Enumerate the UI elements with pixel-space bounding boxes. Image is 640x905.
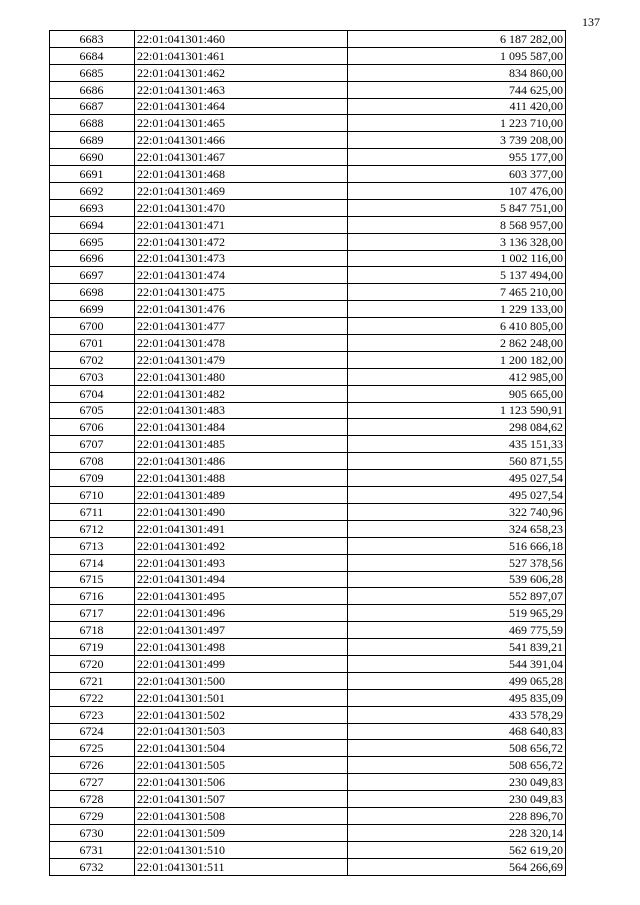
cadastral-value-cell: 544 391,04 — [348, 655, 566, 672]
cadastral-number-cell: 22:01:041301:465 — [135, 115, 348, 132]
row-number-cell: 6689 — [50, 132, 135, 149]
cadastral-value-cell: 411 420,00 — [348, 98, 566, 115]
cadastral-value-cell: 3 739 208,00 — [348, 132, 566, 149]
cadastral-value-cell: 562 619,20 — [348, 841, 566, 858]
table-row — [50, 335, 566, 352]
table-row — [50, 689, 566, 706]
row-number-cell: 6688 — [50, 115, 135, 132]
cadastral-number-cell: 22:01:041301:508 — [135, 807, 348, 824]
row-number-cell: 6695 — [50, 233, 135, 250]
table-row — [50, 520, 566, 537]
row-number-cell: 6686 — [50, 81, 135, 98]
row-number-cell: 6697 — [50, 267, 135, 284]
table-row — [50, 98, 566, 115]
cadastral-value-cell: 7 465 210,00 — [348, 284, 566, 301]
cadastral-value-cell: 905 665,00 — [348, 385, 566, 402]
cadastral-number-cell: 22:01:041301:469 — [135, 183, 348, 200]
cadastral-value-cell: 228 896,70 — [348, 807, 566, 824]
table-body — [50, 31, 566, 876]
cadastral-number-cell: 22:01:041301:474 — [135, 267, 348, 284]
row-number-cell: 6727 — [50, 774, 135, 791]
table-row — [50, 166, 566, 183]
table-row — [50, 250, 566, 267]
cadastral-number-cell: 22:01:041301:492 — [135, 537, 348, 554]
cadastral-value-cell: 508 656,72 — [348, 740, 566, 757]
row-number-cell: 6707 — [50, 436, 135, 453]
cadastral-value-cell: 495 835,09 — [348, 689, 566, 706]
cadastral-value-cell: 519 965,29 — [348, 605, 566, 622]
row-number-cell: 6718 — [50, 622, 135, 639]
row-number-cell: 6696 — [50, 250, 135, 267]
row-number-cell: 6711 — [50, 503, 135, 520]
cadastral-number-cell: 22:01:041301:506 — [135, 774, 348, 791]
row-number-cell: 6702 — [50, 351, 135, 368]
row-number-cell: 6724 — [50, 723, 135, 740]
row-number-cell: 6716 — [50, 588, 135, 605]
row-number-cell: 6705 — [50, 402, 135, 419]
table-row — [50, 233, 566, 250]
table-row — [50, 672, 566, 689]
row-number-cell: 6729 — [50, 807, 135, 824]
row-number-cell: 6730 — [50, 824, 135, 841]
table-row — [50, 503, 566, 520]
table-row — [50, 368, 566, 385]
cadastral-number-cell: 22:01:041301:509 — [135, 824, 348, 841]
cadastral-value-cell: 107 476,00 — [348, 183, 566, 200]
row-number-cell: 6685 — [50, 64, 135, 81]
row-number-cell: 6704 — [50, 385, 135, 402]
cadastral-number-cell: 22:01:041301:494 — [135, 571, 348, 588]
row-number-cell: 6684 — [50, 47, 135, 64]
cadastral-number-cell: 22:01:041301:497 — [135, 622, 348, 639]
cadastral-number-cell: 22:01:041301:507 — [135, 791, 348, 808]
table-row — [50, 301, 566, 318]
cadastral-number-cell: 22:01:041301:468 — [135, 166, 348, 183]
cadastral-value-cell: 560 871,55 — [348, 453, 566, 470]
table-row — [50, 351, 566, 368]
table-row — [50, 605, 566, 622]
cadastral-value-cell: 2 862 248,00 — [348, 335, 566, 352]
table-row — [50, 791, 566, 808]
cadastral-value-cell: 516 666,18 — [348, 537, 566, 554]
cadastral-value-cell: 495 027,54 — [348, 470, 566, 487]
row-number-cell: 6710 — [50, 487, 135, 504]
cadastral-value-cell: 433 578,29 — [348, 706, 566, 723]
cadastral-value-cell: 412 985,00 — [348, 368, 566, 385]
table-row — [50, 267, 566, 284]
cadastral-value-cell: 603 377,00 — [348, 166, 566, 183]
cadastral-number-cell: 22:01:041301:483 — [135, 402, 348, 419]
table-row — [50, 453, 566, 470]
row-number-cell: 6701 — [50, 335, 135, 352]
cadastral-value-cell: 230 049,83 — [348, 774, 566, 791]
table-row — [50, 807, 566, 824]
table-row — [50, 436, 566, 453]
row-number-cell: 6725 — [50, 740, 135, 757]
cadastral-number-cell: 22:01:041301:471 — [135, 216, 348, 233]
cadastral-number-cell: 22:01:041301:467 — [135, 149, 348, 166]
cadastral-number-cell: 22:01:041301:499 — [135, 655, 348, 672]
cadastral-number-cell: 22:01:041301:485 — [135, 436, 348, 453]
table-row — [50, 183, 566, 200]
cadastral-value-cell: 435 151,33 — [348, 436, 566, 453]
cadastral-value-cell: 495 027,54 — [348, 487, 566, 504]
row-number-cell: 6719 — [50, 639, 135, 656]
row-number-cell: 6699 — [50, 301, 135, 318]
table-row — [50, 470, 566, 487]
row-number-cell: 6726 — [50, 757, 135, 774]
row-number-cell: 6703 — [50, 368, 135, 385]
cadastral-value-cell: 1 095 587,00 — [348, 47, 566, 64]
cadastral-number-cell: 22:01:041301:463 — [135, 81, 348, 98]
table-row — [50, 402, 566, 419]
table-row — [50, 284, 566, 301]
row-number-cell: 6723 — [50, 706, 135, 723]
cadastral-number-cell: 22:01:041301:511 — [135, 858, 348, 875]
cadastral-number-cell: 22:01:041301:500 — [135, 672, 348, 689]
row-number-cell: 6713 — [50, 537, 135, 554]
table-row — [50, 706, 566, 723]
cadastral-number-cell: 22:01:041301:498 — [135, 639, 348, 656]
cadastral-number-cell: 22:01:041301:504 — [135, 740, 348, 757]
row-number-cell: 6717 — [50, 605, 135, 622]
cadastral-value-cell: 6 187 282,00 — [348, 31, 566, 48]
cadastral-value-cell: 5 847 751,00 — [348, 199, 566, 216]
cadastral-value-cell: 552 897,07 — [348, 588, 566, 605]
row-number-cell: 6708 — [50, 453, 135, 470]
cadastral-number-cell: 22:01:041301:473 — [135, 250, 348, 267]
row-number-cell: 6698 — [50, 284, 135, 301]
cadastral-value-cell: 564 266,69 — [348, 858, 566, 875]
row-number-cell: 6694 — [50, 216, 135, 233]
cadastral-value-cell: 1 200 182,00 — [348, 351, 566, 368]
cadastral-number-cell: 22:01:041301:501 — [135, 689, 348, 706]
row-number-cell: 6720 — [50, 655, 135, 672]
table-row — [50, 115, 566, 132]
cadastral-number-cell: 22:01:041301:484 — [135, 419, 348, 436]
cadastral-number-cell: 22:01:041301:461 — [135, 47, 348, 64]
table-row — [50, 588, 566, 605]
cadastral-value-cell: 3 136 328,00 — [348, 233, 566, 250]
table-row — [50, 487, 566, 504]
cadastral-value-cell: 744 625,00 — [348, 81, 566, 98]
cadastral-number-cell: 22:01:041301:464 — [135, 98, 348, 115]
cadastral-value-cell: 5 137 494,00 — [348, 267, 566, 284]
table-row — [50, 64, 566, 81]
table-row — [50, 216, 566, 233]
table-row — [50, 571, 566, 588]
row-number-cell: 6691 — [50, 166, 135, 183]
cadastral-number-cell: 22:01:041301:475 — [135, 284, 348, 301]
table-row — [50, 132, 566, 149]
row-number-cell: 6714 — [50, 554, 135, 571]
cadastral-number-cell: 22:01:041301:480 — [135, 368, 348, 385]
table-row — [50, 740, 566, 757]
row-number-cell: 6721 — [50, 672, 135, 689]
cadastral-number-cell: 22:01:041301:482 — [135, 385, 348, 402]
cadastral-value-cell: 468 640,83 — [348, 723, 566, 740]
table-row — [50, 318, 566, 335]
table-row — [50, 841, 566, 858]
table-row — [50, 858, 566, 875]
cadastral-number-cell: 22:01:041301:488 — [135, 470, 348, 487]
page-number: 137 — [582, 15, 600, 29]
row-number-cell: 6731 — [50, 841, 135, 858]
cadastral-value-cell: 1 229 133,00 — [348, 301, 566, 318]
row-number-cell: 6687 — [50, 98, 135, 115]
table-row — [50, 385, 566, 402]
table-row — [50, 149, 566, 166]
cadastral-number-cell: 22:01:041301:466 — [135, 132, 348, 149]
cadastral-value-cell: 527 378,56 — [348, 554, 566, 571]
row-number-cell: 6683 — [50, 31, 135, 48]
cadastral-value-cell: 539 606,28 — [348, 571, 566, 588]
cadastral-value-cell: 298 084,62 — [348, 419, 566, 436]
row-number-cell: 6715 — [50, 571, 135, 588]
cadastral-number-cell: 22:01:041301:496 — [135, 605, 348, 622]
row-number-cell: 6700 — [50, 318, 135, 335]
table-row — [50, 537, 566, 554]
table-row — [50, 554, 566, 571]
cadastral-number-cell: 22:01:041301:460 — [135, 31, 348, 48]
table-row — [50, 655, 566, 672]
row-number-cell: 6690 — [50, 149, 135, 166]
cadastral-number-cell: 22:01:041301:505 — [135, 757, 348, 774]
cadastral-value-cell: 6 410 805,00 — [348, 318, 566, 335]
cadastral-number-cell: 22:01:041301:470 — [135, 199, 348, 216]
cadastral-value-cell: 1 002 116,00 — [348, 250, 566, 267]
cadastral-value-cell: 469 775,59 — [348, 622, 566, 639]
cadastral-number-cell: 22:01:041301:476 — [135, 301, 348, 318]
table-row — [50, 47, 566, 64]
cadastral-number-cell: 22:01:041301:490 — [135, 503, 348, 520]
cadastral-value-cell: 228 320,14 — [348, 824, 566, 841]
cadastral-number-cell: 22:01:041301:478 — [135, 335, 348, 352]
table-row — [50, 757, 566, 774]
cadastral-number-cell: 22:01:041301:486 — [135, 453, 348, 470]
cadastral-value-cell: 322 740,96 — [348, 503, 566, 520]
row-number-cell: 6709 — [50, 470, 135, 487]
cadastral-number-cell: 22:01:041301:491 — [135, 520, 348, 537]
row-number-cell: 6728 — [50, 791, 135, 808]
cadastral-value-cell: 955 177,00 — [348, 149, 566, 166]
table-row — [50, 774, 566, 791]
cadastral-number-cell: 22:01:041301:495 — [135, 588, 348, 605]
table-row — [50, 622, 566, 639]
cadastral-value-cell: 834 860,00 — [348, 64, 566, 81]
cadastral-number-cell: 22:01:041301:510 — [135, 841, 348, 858]
cadastral-number-cell: 22:01:041301:503 — [135, 723, 348, 740]
cadastral-number-cell: 22:01:041301:479 — [135, 351, 348, 368]
cadastral-number-cell: 22:01:041301:477 — [135, 318, 348, 335]
table-row — [50, 81, 566, 98]
cadastral-number-cell: 22:01:041301:502 — [135, 706, 348, 723]
cadastral-value-cell: 1 123 590,91 — [348, 402, 566, 419]
table-row — [50, 824, 566, 841]
row-number-cell: 6712 — [50, 520, 135, 537]
row-number-cell: 6693 — [50, 199, 135, 216]
cadastral-number-cell: 22:01:041301:489 — [135, 487, 348, 504]
row-number-cell: 6692 — [50, 183, 135, 200]
cadastral-value-cell: 541 839,21 — [348, 639, 566, 656]
cadastral-value-table — [49, 30, 566, 876]
table-row — [50, 31, 566, 48]
row-number-cell: 6722 — [50, 689, 135, 706]
cadastral-value-cell: 499 065,28 — [348, 672, 566, 689]
row-number-cell: 6732 — [50, 858, 135, 875]
cadastral-value-cell: 324 658,23 — [348, 520, 566, 537]
cadastral-value-cell: 1 223 710,00 — [348, 115, 566, 132]
table-row — [50, 639, 566, 656]
table-row — [50, 723, 566, 740]
table-row — [50, 199, 566, 216]
cadastral-number-cell: 22:01:041301:493 — [135, 554, 348, 571]
cadastral-value-cell: 230 049,83 — [348, 791, 566, 808]
cadastral-value-cell: 508 656,72 — [348, 757, 566, 774]
cadastral-value-cell: 8 568 957,00 — [348, 216, 566, 233]
cadastral-number-cell: 22:01:041301:462 — [135, 64, 348, 81]
table-row — [50, 419, 566, 436]
row-number-cell: 6706 — [50, 419, 135, 436]
cadastral-number-cell: 22:01:041301:472 — [135, 233, 348, 250]
